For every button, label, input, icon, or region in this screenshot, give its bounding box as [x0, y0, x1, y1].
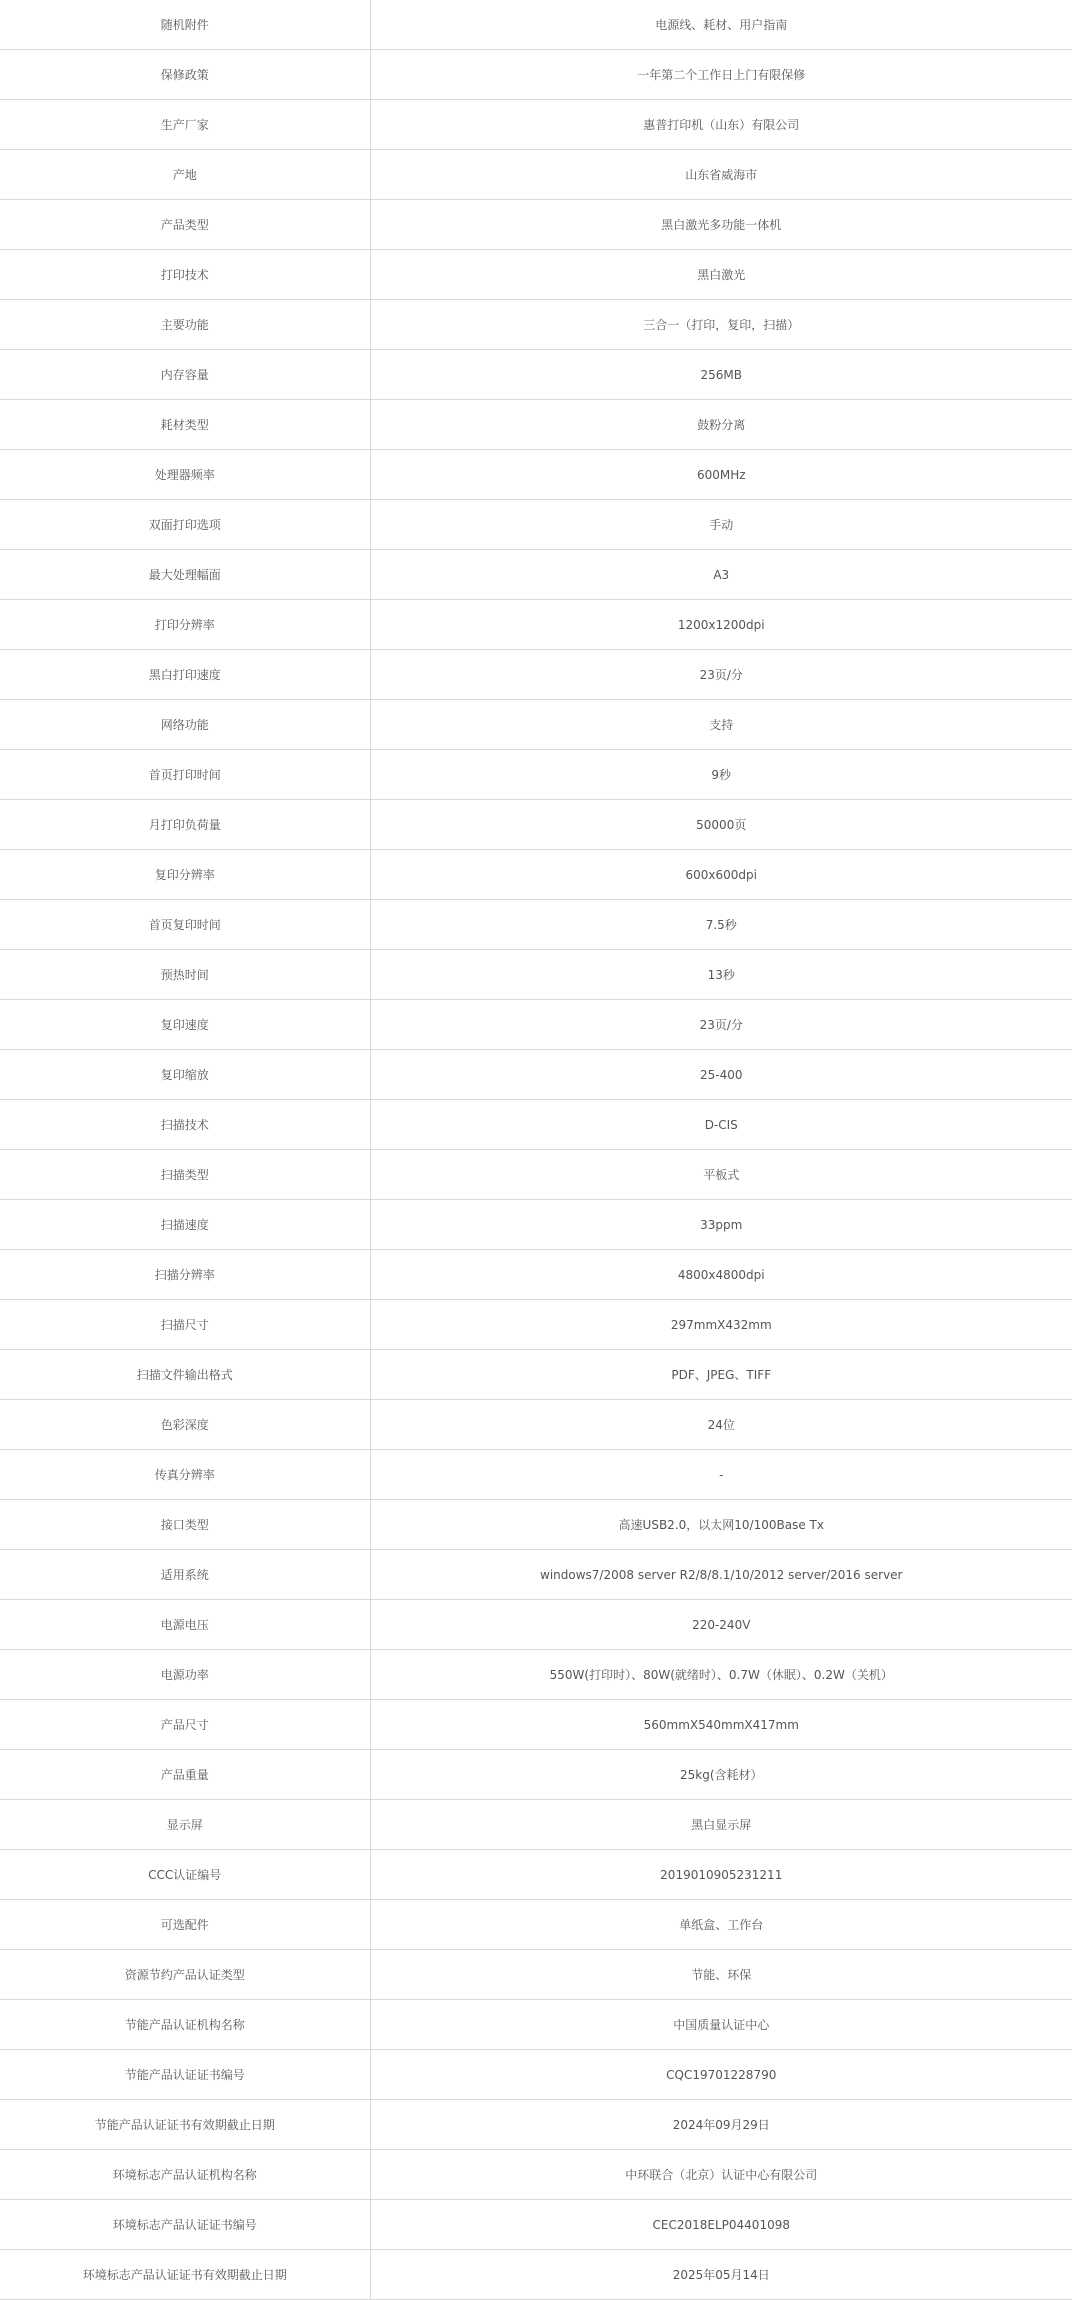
table-row — [0, 0, 1072, 50]
spec-label: 打印技术 — [0, 250, 370, 300]
spec-label: 随机附件 — [0, 0, 370, 50]
spec-label: 节能产品认证机构名称 — [0, 2000, 370, 2050]
spec-label: 黑白打印速度 — [0, 650, 370, 700]
spec-value: 支持 — [370, 700, 1072, 750]
spec-value: 23页/分 — [370, 1000, 1072, 1050]
spec-value: 25kg(含耗材） — [370, 1750, 1072, 1800]
spec-label: 显示屏 — [0, 1800, 370, 1850]
spec-value: 中国质量认证中心 — [370, 2000, 1072, 2050]
table-row — [0, 1750, 1072, 1800]
spec-label: 主要功能 — [0, 300, 370, 350]
spec-label: 保修政策 — [0, 50, 370, 100]
table-row — [0, 2100, 1072, 2150]
table-row — [0, 750, 1072, 800]
table-row — [0, 2150, 1072, 2200]
table-row — [0, 850, 1072, 900]
table-row — [0, 350, 1072, 400]
spec-value: 25-400 — [370, 1050, 1072, 1100]
spec-value: 黑白激光 — [370, 250, 1072, 300]
spec-value: 550W(打印时）、80W(就绪时）、0.7W（休眠）、0.2W（关机） — [370, 1650, 1072, 1700]
spec-value: 50000页 — [370, 800, 1072, 850]
table-row — [0, 1050, 1072, 1100]
spec-label: 内存容量 — [0, 350, 370, 400]
spec-value: 手动 — [370, 500, 1072, 550]
table-row — [0, 150, 1072, 200]
spec-label: 产品类型 — [0, 200, 370, 250]
spec-value: PDF、JPEG、TIFF — [370, 1350, 1072, 1400]
spec-value: 山东省威海市 — [370, 150, 1072, 200]
spec-value: 鼓粉分离 — [370, 400, 1072, 450]
spec-label: 月打印负荷量 — [0, 800, 370, 850]
spec-label: 产品重量 — [0, 1750, 370, 1800]
spec-value: 256MB — [370, 350, 1072, 400]
table-row — [0, 1400, 1072, 1450]
table-row — [0, 450, 1072, 500]
spec-label: 扫描技术 — [0, 1100, 370, 1150]
spec-label: 网络功能 — [0, 700, 370, 750]
spec-value: 中环联合（北京）认证中心有限公司 — [370, 2150, 1072, 2200]
table-row — [0, 950, 1072, 1000]
spec-label: 资源节约产品认证类型 — [0, 1950, 370, 2000]
table-row — [0, 1200, 1072, 1250]
table-row — [0, 1700, 1072, 1750]
table-row — [0, 1500, 1072, 1550]
spec-label: 复印缩放 — [0, 1050, 370, 1100]
spec-label: 复印速度 — [0, 1000, 370, 1050]
spec-label: 处理器频率 — [0, 450, 370, 500]
spec-value: 4800x4800dpi — [370, 1250, 1072, 1300]
spec-label: 产品尺寸 — [0, 1700, 370, 1750]
spec-label: 适用系统 — [0, 1550, 370, 1600]
spec-value: 560mmX540mmX417mm — [370, 1700, 1072, 1750]
table-row — [0, 300, 1072, 350]
spec-label: 扫描类型 — [0, 1150, 370, 1200]
spec-value: 三合一（打印，复印，扫描） — [370, 300, 1072, 350]
spec-label: 环境标志产品认证证书编号 — [0, 2200, 370, 2250]
spec-label: 复印分辨率 — [0, 850, 370, 900]
spec-value: 600x600dpi — [370, 850, 1072, 900]
spec-label: 扫描速度 — [0, 1200, 370, 1250]
spec-label: 节能产品认证证书有效期截止日期 — [0, 2100, 370, 2150]
spec-label: 扫描尺寸 — [0, 1300, 370, 1350]
spec-label: 环境标志产品认证证书有效期截止日期 — [0, 2250, 370, 2300]
spec-label: 最大处理幅面 — [0, 550, 370, 600]
table-row — [0, 1850, 1072, 1900]
table-row — [0, 1600, 1072, 1650]
table-row — [0, 1900, 1072, 1950]
spec-value: A3 — [370, 550, 1072, 600]
spec-label: CCC认证编号 — [0, 1850, 370, 1900]
table-row — [0, 1950, 1072, 2000]
spec-value: 24位 — [370, 1400, 1072, 1450]
spec-label: 电源电压 — [0, 1600, 370, 1650]
table-row — [0, 500, 1072, 550]
table-row — [0, 550, 1072, 600]
table-row — [0, 400, 1072, 450]
spec-value: 220-240V — [370, 1600, 1072, 1650]
table-row — [0, 800, 1072, 850]
spec-label: 色彩深度 — [0, 1400, 370, 1450]
table-row — [0, 2000, 1072, 2050]
spec-label: 扫描文件输出格式 — [0, 1350, 370, 1400]
table-row — [0, 250, 1072, 300]
spec-value: 13秒 — [370, 950, 1072, 1000]
spec-value: 单纸盒、工作台 — [370, 1900, 1072, 1950]
table-row — [0, 650, 1072, 700]
spec-value: 一年第二个工作日上门有限保修 — [370, 50, 1072, 100]
spec-value: D-CIS — [370, 1100, 1072, 1150]
table-row — [0, 600, 1072, 650]
spec-value: 600MHz — [370, 450, 1072, 500]
spec-value: 2024年09月29日 — [370, 2100, 1072, 2150]
spec-value: 黑白显示屏 — [370, 1800, 1072, 1850]
spec-value: 电源线、耗材、用户指南 — [370, 0, 1072, 50]
table-row — [0, 1350, 1072, 1400]
spec-value: 2025年05月14日 — [370, 2250, 1072, 2300]
spec-value: 平板式 — [370, 1150, 1072, 1200]
spec-label: 产地 — [0, 150, 370, 200]
spec-label: 环境标志产品认证机构名称 — [0, 2150, 370, 2200]
spec-label: 双面打印选项 — [0, 500, 370, 550]
spec-label: 首页打印时间 — [0, 750, 370, 800]
spec-label: 扫描分辨率 — [0, 1250, 370, 1300]
spec-label: 传真分辨率 — [0, 1450, 370, 1500]
table-row — [0, 2200, 1072, 2250]
spec-label: 打印分辨率 — [0, 600, 370, 650]
table-row — [0, 700, 1072, 750]
spec-label: 耗材类型 — [0, 400, 370, 450]
spec-label: 预热时间 — [0, 950, 370, 1000]
table-row — [0, 1450, 1072, 1500]
table-row — [0, 50, 1072, 100]
spec-value: 1200x1200dpi — [370, 600, 1072, 650]
table-row — [0, 2050, 1072, 2100]
table-row — [0, 100, 1072, 150]
spec-label: 接口类型 — [0, 1500, 370, 1550]
spec-value: 7.5秒 — [370, 900, 1072, 950]
table-row — [0, 1100, 1072, 1150]
spec-value: 惠普打印机（山东）有限公司 — [370, 100, 1072, 150]
spec-value: CQC19701228790 — [370, 2050, 1072, 2100]
spec-label: 可选配件 — [0, 1900, 370, 1950]
table-row — [0, 1800, 1072, 1850]
spec-label: 生产厂家 — [0, 100, 370, 150]
spec-value: 9秒 — [370, 750, 1072, 800]
spec-value: 297mmX432mm — [370, 1300, 1072, 1350]
spec-value: - — [370, 1450, 1072, 1500]
table-row — [0, 1150, 1072, 1200]
spec-value: 高速USB2.0，以太网10/100Base Tx — [370, 1500, 1072, 1550]
table-row — [0, 1250, 1072, 1300]
spec-value: CEC2018ELP04401098 — [370, 2200, 1072, 2250]
table-row — [0, 1000, 1072, 1050]
table-row — [0, 1650, 1072, 1700]
spec-value: 33ppm — [370, 1200, 1072, 1250]
spec-value: windows7/2008 server R2/8/8.1/10/2012 server/2016 server — [370, 1550, 1072, 1600]
spec-value: 黑白激光多功能一体机 — [370, 200, 1072, 250]
table-row — [0, 2250, 1072, 2300]
table-row — [0, 900, 1072, 950]
table-row — [0, 1300, 1072, 1350]
spec-label: 首页复印时间 — [0, 900, 370, 950]
spec-value: 2019010905231211 — [370, 1850, 1072, 1900]
table-row — [0, 1550, 1072, 1600]
table-row — [0, 200, 1072, 250]
spec-value: 节能、环保 — [370, 1950, 1072, 2000]
spec-label: 节能产品认证证书编号 — [0, 2050, 370, 2100]
spec-value: 23页/分 — [370, 650, 1072, 700]
spec-label: 电源功率 — [0, 1650, 370, 1700]
